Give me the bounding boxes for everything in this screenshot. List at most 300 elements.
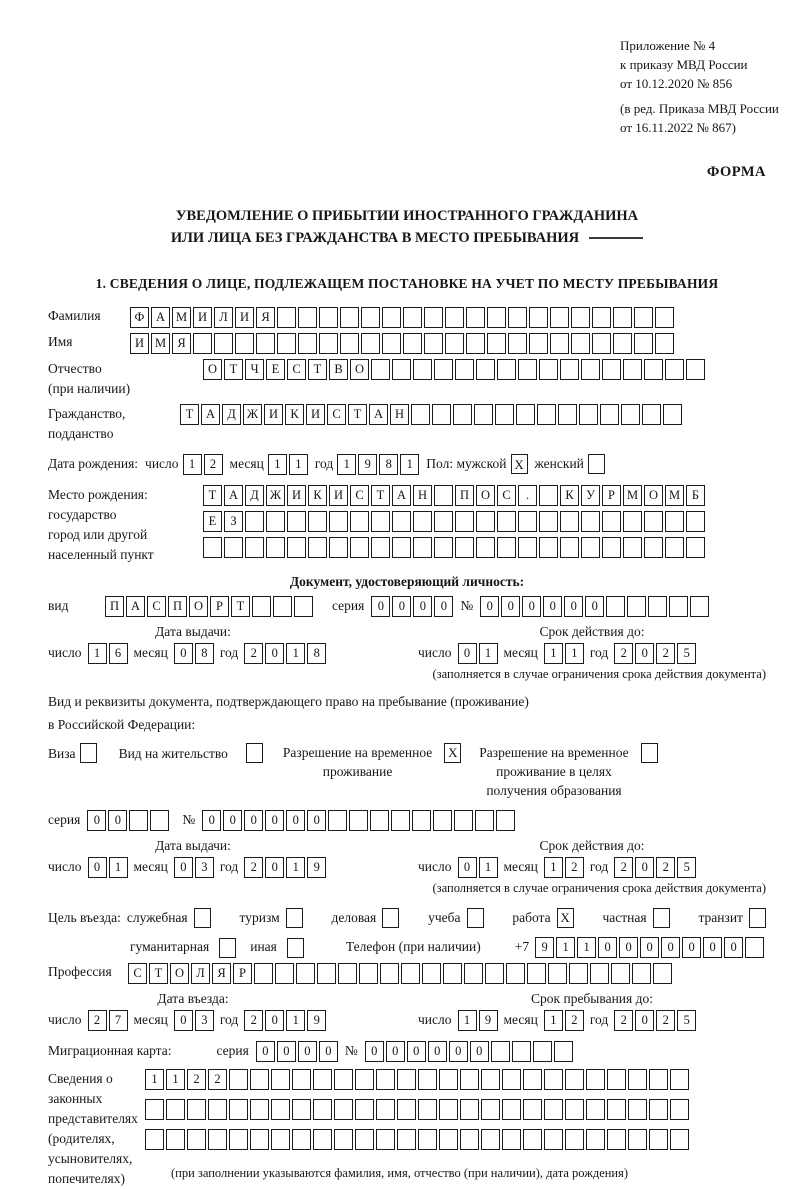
char-box[interactable] [644,537,663,558]
char-box[interactable] [271,1129,290,1150]
char-box[interactable] [554,1041,573,1062]
char-box[interactable] [539,359,558,380]
char-box[interactable] [649,1069,668,1090]
char-box[interactable]: 1 [183,454,202,475]
char-box[interactable] [391,810,410,831]
char-box[interactable] [497,359,516,380]
char-box[interactable] [669,596,688,617]
id-issue-month-input[interactable] [174,643,214,664]
char-box[interactable] [273,596,292,617]
char-box[interactable]: 1 [544,1010,563,1031]
char-box[interactable] [392,511,411,532]
entry-day-input[interactable] [88,1010,128,1031]
char-box[interactable] [397,1129,416,1150]
birth-month-input[interactable] [268,454,308,475]
char-box[interactable] [485,963,504,984]
residence-series-input[interactable] [87,810,169,831]
char-box[interactable]: 1 [145,1069,164,1090]
char-box[interactable] [476,359,495,380]
char-box[interactable] [412,810,431,831]
char-box[interactable]: М [665,485,684,506]
char-box[interactable] [403,307,422,328]
birth-place-input-row3[interactable] [203,537,705,558]
char-box[interactable] [497,511,516,532]
char-box[interactable]: М [623,485,642,506]
purpose-other-checkbox[interactable] [287,938,304,958]
char-box[interactable] [642,404,661,425]
char-box[interactable] [475,810,494,831]
char-box[interactable] [607,1069,626,1090]
char-box[interactable]: 0 [174,1010,193,1031]
char-box[interactable]: Т [149,963,168,984]
char-box[interactable]: 0 [619,937,638,958]
char-box[interactable] [581,511,600,532]
char-box[interactable]: С [327,404,346,425]
purpose-tourism-checkbox[interactable] [286,908,303,928]
char-box[interactable] [292,1099,311,1120]
char-box[interactable]: 0 [480,596,499,617]
char-box[interactable]: Д [222,404,241,425]
char-box[interactable]: 1 [544,857,563,878]
char-box[interactable]: 1 [556,937,575,958]
char-box[interactable]: Т [308,359,327,380]
char-box[interactable] [455,511,474,532]
char-box[interactable] [460,1069,479,1090]
char-box[interactable]: 0 [543,596,562,617]
char-box[interactable]: 1 [544,643,563,664]
char-box[interactable] [623,511,642,532]
char-box[interactable]: 1 [577,937,596,958]
char-box[interactable] [502,1129,521,1150]
char-box[interactable]: О [644,485,663,506]
char-box[interactable] [266,511,285,532]
char-box[interactable]: И [264,404,283,425]
char-box[interactable]: 2 [614,1010,633,1031]
char-box[interactable]: 0 [265,857,284,878]
char-box[interactable] [623,537,642,558]
char-box[interactable]: 5 [677,643,696,664]
char-box[interactable]: 0 [413,596,432,617]
char-box[interactable] [466,307,485,328]
char-box[interactable]: 9 [479,1010,498,1031]
char-box[interactable]: З [224,511,243,532]
doc-number-input[interactable] [480,596,709,617]
char-box[interactable] [434,485,453,506]
char-box[interactable]: 1 [400,454,419,475]
char-box[interactable] [443,963,462,984]
char-box[interactable]: И [193,307,212,328]
residence-valid-month-input[interactable] [544,857,584,878]
char-box[interactable]: 6 [109,643,128,664]
char-box[interactable]: 2 [244,643,263,664]
char-box[interactable]: 0 [703,937,722,958]
char-box[interactable]: А [151,307,170,328]
char-box[interactable] [397,1099,416,1120]
char-box[interactable] [418,1069,437,1090]
char-box[interactable]: Е [203,511,222,532]
char-box[interactable] [334,1129,353,1150]
char-box[interactable] [560,537,579,558]
entry-year-input[interactable] [244,1010,326,1031]
char-box[interactable] [376,1129,395,1150]
char-box[interactable] [560,511,579,532]
char-box[interactable] [349,810,368,831]
char-box[interactable]: Л [214,307,233,328]
char-box[interactable] [397,1069,416,1090]
char-box[interactable]: С [287,359,306,380]
citizenship-input[interactable] [180,404,682,425]
stay-day-input[interactable] [458,1010,498,1031]
char-box[interactable] [292,1129,311,1150]
char-box[interactable] [166,1129,185,1150]
char-box[interactable]: 2 [656,643,675,664]
char-box[interactable] [235,333,254,354]
char-box[interactable] [371,511,390,532]
char-box[interactable]: 1 [109,857,128,878]
char-box[interactable] [628,1069,647,1090]
char-box[interactable] [481,1129,500,1150]
char-box[interactable] [424,307,443,328]
char-box[interactable] [382,333,401,354]
char-box[interactable] [634,333,653,354]
char-box[interactable] [422,963,441,984]
char-box[interactable]: 0 [277,1041,296,1062]
char-box[interactable] [187,1129,206,1150]
char-box[interactable] [455,359,474,380]
char-box[interactable] [308,537,327,558]
char-box[interactable]: 2 [614,857,633,878]
char-box[interactable]: С [147,596,166,617]
char-box[interactable] [298,333,317,354]
char-box[interactable]: 0 [407,1041,426,1062]
char-box[interactable] [371,537,390,558]
char-box[interactable] [445,307,464,328]
char-box[interactable]: 0 [635,1010,654,1031]
char-box[interactable]: С [350,485,369,506]
stay-year-input[interactable] [614,1010,696,1031]
char-box[interactable]: А [126,596,145,617]
char-box[interactable]: 5 [677,857,696,878]
char-box[interactable]: Т [371,485,390,506]
char-box[interactable]: 9 [307,1010,326,1031]
residence-valid-day-input[interactable] [458,857,498,878]
char-box[interactable]: 2 [187,1069,206,1090]
char-box[interactable] [649,1129,668,1150]
char-box[interactable] [254,963,273,984]
char-box[interactable] [481,1099,500,1120]
legal-reps-input-row1[interactable] [145,1069,689,1090]
char-box[interactable] [434,537,453,558]
char-box[interactable] [418,1129,437,1150]
char-box[interactable] [454,810,473,831]
char-box[interactable] [487,333,506,354]
char-box[interactable] [495,404,514,425]
char-box[interactable] [433,810,452,831]
char-box[interactable]: О [203,359,222,380]
char-box[interactable] [129,810,148,831]
char-box[interactable]: 1 [286,643,305,664]
char-box[interactable] [523,1099,542,1120]
birth-day-input[interactable] [183,454,223,475]
char-box[interactable]: 2 [565,1010,584,1031]
residence-number-input[interactable] [202,810,515,831]
char-box[interactable]: 0 [392,596,411,617]
char-box[interactable]: 1 [88,643,107,664]
char-box[interactable]: У [581,485,600,506]
char-box[interactable] [439,1099,458,1120]
char-box[interactable] [464,963,483,984]
char-box[interactable] [287,537,306,558]
char-box[interactable] [208,1129,227,1150]
char-box[interactable]: 0 [256,1041,275,1062]
purpose-business-checkbox[interactable] [382,908,399,928]
char-box[interactable]: 2 [656,1010,675,1031]
id-valid-day-input[interactable] [458,643,498,664]
migration-number-input[interactable] [365,1041,573,1062]
char-box[interactable]: К [560,485,579,506]
char-box[interactable]: 0 [174,857,193,878]
char-box[interactable]: 1 [479,643,498,664]
char-box[interactable]: Я [172,333,191,354]
sex-female-checkbox[interactable] [588,454,605,474]
char-box[interactable]: 0 [365,1041,384,1062]
char-box[interactable] [518,537,537,558]
char-box[interactable] [361,333,380,354]
char-box[interactable]: 2 [614,643,633,664]
char-box[interactable] [370,810,389,831]
char-box[interactable] [166,1099,185,1120]
char-box[interactable] [266,537,285,558]
stay-month-input[interactable] [544,1010,584,1031]
char-box[interactable]: А [392,485,411,506]
char-box[interactable] [607,1099,626,1120]
char-box[interactable]: 0 [635,643,654,664]
char-box[interactable]: 8 [379,454,398,475]
temp-residence-checkbox[interactable]: X [444,743,461,763]
char-box[interactable]: 0 [286,810,305,831]
char-box[interactable]: 0 [319,1041,338,1062]
char-box[interactable]: 0 [88,857,107,878]
char-box[interactable] [376,1069,395,1090]
char-box[interactable] [581,537,600,558]
char-box[interactable]: Ф [130,307,149,328]
char-box[interactable]: 1 [337,454,356,475]
char-box[interactable] [565,1129,584,1150]
char-box[interactable] [663,404,682,425]
char-box[interactable] [296,963,315,984]
char-box[interactable] [533,1041,552,1062]
char-box[interactable]: О [170,963,189,984]
char-box[interactable] [632,963,651,984]
char-box[interactable]: 7 [109,1010,128,1031]
char-box[interactable]: О [350,359,369,380]
char-box[interactable] [193,333,212,354]
char-box[interactable]: 1 [286,857,305,878]
char-box[interactable]: О [476,485,495,506]
char-box[interactable] [644,359,663,380]
char-box[interactable]: И [329,485,348,506]
char-box[interactable]: 0 [265,643,284,664]
char-box[interactable] [592,307,611,328]
char-box[interactable]: 0 [635,857,654,878]
char-box[interactable] [382,307,401,328]
char-box[interactable] [355,1069,374,1090]
char-box[interactable] [355,1099,374,1120]
char-box[interactable] [453,404,472,425]
char-box[interactable] [496,810,515,831]
char-box[interactable] [686,511,705,532]
id-valid-year-input[interactable] [614,643,696,664]
legal-reps-input-row3[interactable] [145,1129,689,1150]
char-box[interactable] [355,1129,374,1150]
char-box[interactable]: Е [266,359,285,380]
char-box[interactable] [214,333,233,354]
char-box[interactable]: 2 [244,857,263,878]
char-box[interactable] [319,333,338,354]
char-box[interactable] [581,359,600,380]
char-box[interactable]: Н [413,485,432,506]
char-box[interactable] [586,1069,605,1090]
purpose-official-checkbox[interactable] [194,908,211,928]
id-issue-year-input[interactable] [244,643,326,664]
char-box[interactable]: 2 [244,1010,263,1031]
char-box[interactable] [445,333,464,354]
birth-place-input-row2[interactable] [203,511,705,532]
char-box[interactable] [539,485,558,506]
char-box[interactable] [376,1099,395,1120]
char-box[interactable]: 9 [358,454,377,475]
char-box[interactable] [439,1129,458,1150]
char-box[interactable]: С [128,963,147,984]
char-box[interactable] [229,1129,248,1150]
char-box[interactable] [338,963,357,984]
char-box[interactable] [518,359,537,380]
char-box[interactable] [745,937,764,958]
char-box[interactable] [487,307,506,328]
char-box[interactable] [586,1099,605,1120]
char-box[interactable] [508,307,527,328]
char-box[interactable]: 0 [501,596,520,617]
char-box[interactable]: 9 [535,937,554,958]
residence-issue-year-input[interactable] [244,857,326,878]
char-box[interactable]: П [455,485,474,506]
char-box[interactable] [590,963,609,984]
temp-residence-edu-checkbox[interactable] [641,743,658,763]
char-box[interactable]: О [189,596,208,617]
char-box[interactable]: 0 [371,596,390,617]
char-box[interactable]: 0 [87,810,106,831]
purpose-transit-checkbox[interactable] [749,908,766,928]
char-box[interactable]: И [306,404,325,425]
char-box[interactable]: С [497,485,516,506]
char-box[interactable] [401,963,420,984]
char-box[interactable] [491,1041,510,1062]
char-box[interactable] [292,1069,311,1090]
char-box[interactable] [224,537,243,558]
char-box[interactable] [586,1129,605,1150]
char-box[interactable] [424,333,443,354]
residence-valid-year-input[interactable] [614,857,696,878]
char-box[interactable]: И [130,333,149,354]
char-box[interactable]: 1 [268,454,287,475]
char-box[interactable]: 8 [307,643,326,664]
char-box[interactable]: Я [212,963,231,984]
purpose-private-checkbox[interactable] [653,908,670,928]
char-box[interactable]: 2 [208,1069,227,1090]
char-box[interactable] [250,1099,269,1120]
char-box[interactable] [350,511,369,532]
char-box[interactable] [613,307,632,328]
char-box[interactable] [560,359,579,380]
char-box[interactable] [150,810,169,831]
char-box[interactable]: 0 [449,1041,468,1062]
char-box[interactable]: Т [231,596,250,617]
char-box[interactable] [518,511,537,532]
sex-male-checkbox[interactable]: X [511,454,528,474]
char-box[interactable]: 0 [174,643,193,664]
char-box[interactable] [245,537,264,558]
char-box[interactable] [434,511,453,532]
name-input[interactable] [130,333,674,354]
char-box[interactable] [271,1099,290,1120]
char-box[interactable] [250,1069,269,1090]
char-box[interactable] [460,1129,479,1150]
char-box[interactable] [558,404,577,425]
char-box[interactable] [361,307,380,328]
char-box[interactable] [607,1129,626,1150]
char-box[interactable] [497,537,516,558]
char-box[interactable] [439,1069,458,1090]
char-box[interactable] [606,596,625,617]
char-box[interactable] [340,307,359,328]
char-box[interactable] [380,963,399,984]
id-issue-day-input[interactable] [88,643,128,664]
char-box[interactable] [313,1069,332,1090]
char-box[interactable] [413,537,432,558]
char-box[interactable] [571,333,590,354]
char-box[interactable]: Ч [245,359,264,380]
char-box[interactable] [432,404,451,425]
char-box[interactable] [529,333,548,354]
char-box[interactable] [686,359,705,380]
char-box[interactable]: Р [233,963,252,984]
char-box[interactable]: И [235,307,254,328]
char-box[interactable] [371,359,390,380]
char-box[interactable]: 0 [265,1010,284,1031]
char-box[interactable] [613,333,632,354]
char-box[interactable] [340,333,359,354]
char-box[interactable] [665,511,684,532]
char-box[interactable]: 1 [286,1010,305,1031]
char-box[interactable] [653,963,672,984]
char-box[interactable]: К [308,485,327,506]
char-box[interactable] [665,359,684,380]
char-box[interactable] [611,963,630,984]
char-box[interactable]: 0 [724,937,743,958]
char-box[interactable]: 1 [458,1010,477,1031]
char-box[interactable] [634,307,653,328]
char-box[interactable]: К [285,404,304,425]
char-box[interactable]: М [151,333,170,354]
char-box[interactable] [670,1099,689,1120]
birth-place-input-row1[interactable] [203,485,705,506]
char-box[interactable] [328,810,347,831]
char-box[interactable] [512,1041,531,1062]
char-box[interactable] [548,963,567,984]
char-box[interactable] [602,511,621,532]
char-box[interactable]: 3 [195,857,214,878]
char-box[interactable] [481,1069,500,1090]
